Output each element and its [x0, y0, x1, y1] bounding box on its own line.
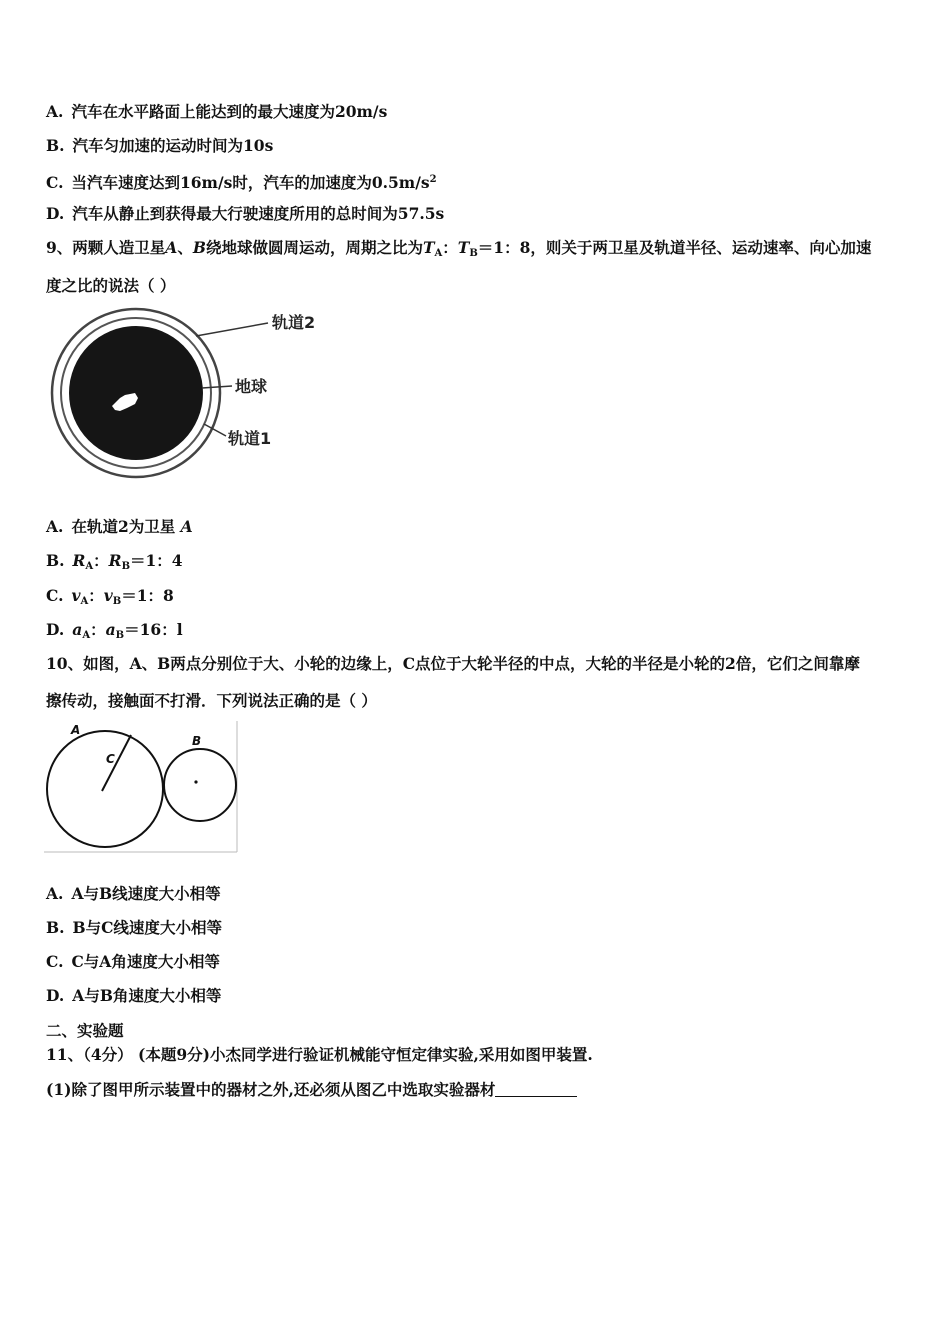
orbit1-pointer	[204, 424, 226, 436]
orbit-diagram	[46, 306, 336, 496]
q8-option-d: D. 汽车从静止到获得最大行驶速度所用的总时间为57.5s	[46, 204, 445, 223]
earth-pointer	[202, 386, 232, 388]
q8-option-c: C. 当汽车速度达到16m/s时，汽车的加速度为$0.5m/s^2$	[46, 173, 437, 192]
point-a-label: A	[71, 723, 81, 737]
q9-stem-line2: 度之比的说法（ ）	[46, 276, 176, 295]
q9-option-c: C. $v_A$：$v_B=1$：8	[46, 586, 174, 607]
earth-disc	[69, 326, 203, 460]
q8-option-b: B. 汽车匀加速的运动时间为10s	[46, 136, 274, 155]
small-wheel-center	[194, 780, 197, 783]
large-wheel	[47, 731, 163, 847]
q10-option-b: B. B与C线速度大小相等	[46, 918, 222, 937]
q10-option-c: C. C与A角速度大小相等	[46, 952, 220, 971]
q10-stem-line2: 擦传动，接触面不打滑．下列说法正确的是（ ）	[46, 691, 377, 710]
q10-stem-line1: 10、如图，A、B两点分别位于大、小轮的边缘上，C点位于大轮半径的中点，大轮的半径是小轮的2倍，它们之间靠摩	[46, 654, 860, 673]
wheels-diagram	[44, 721, 240, 855]
orbit2-pointer	[196, 323, 268, 336]
earth-label: 地球	[235, 377, 268, 396]
point-b-label: B	[192, 734, 202, 748]
section-title-experiments: 二、实验题	[46, 1021, 124, 1040]
q8-option-a: A. 汽车在水平路面上能达到的最大速度为20m/s	[46, 102, 388, 121]
q11-stem-line1: 11、（4分） (本题9分)小杰同学进行验证机械能守恒定律实验,采用如图甲装置.	[46, 1045, 593, 1064]
q9-stem-line1: 9、两颗人造卫星A、B绕地球做圆周运动，周期之比为$T_A$：$T_B=1$：8，则关于两卫星及轨道半径、运动速率、向心加速	[46, 238, 872, 259]
point-c-label: C	[106, 752, 115, 766]
orbit1-label: 轨道1	[228, 429, 272, 448]
small-wheel	[164, 749, 236, 821]
q11-stem-line2: (1)除了图甲所示装置中的器材之外,还必须从图乙中选取实验器材	[46, 1079, 577, 1101]
q9-option-a: A. 在轨道2为卫星 A	[46, 517, 193, 536]
q9-option-d: D. $a_A$：$a_B=16$：l	[46, 620, 183, 641]
answer-blank[interactable]	[495, 1082, 577, 1097]
q10-option-a: A. A与B线速度大小相等	[46, 884, 221, 903]
orbit2-label: 轨道2	[272, 313, 316, 332]
q10-option-d: D. A与B角速度大小相等	[46, 986, 222, 1005]
q9-option-b: B. $R_A$：$R_B=1$：4	[46, 551, 183, 572]
